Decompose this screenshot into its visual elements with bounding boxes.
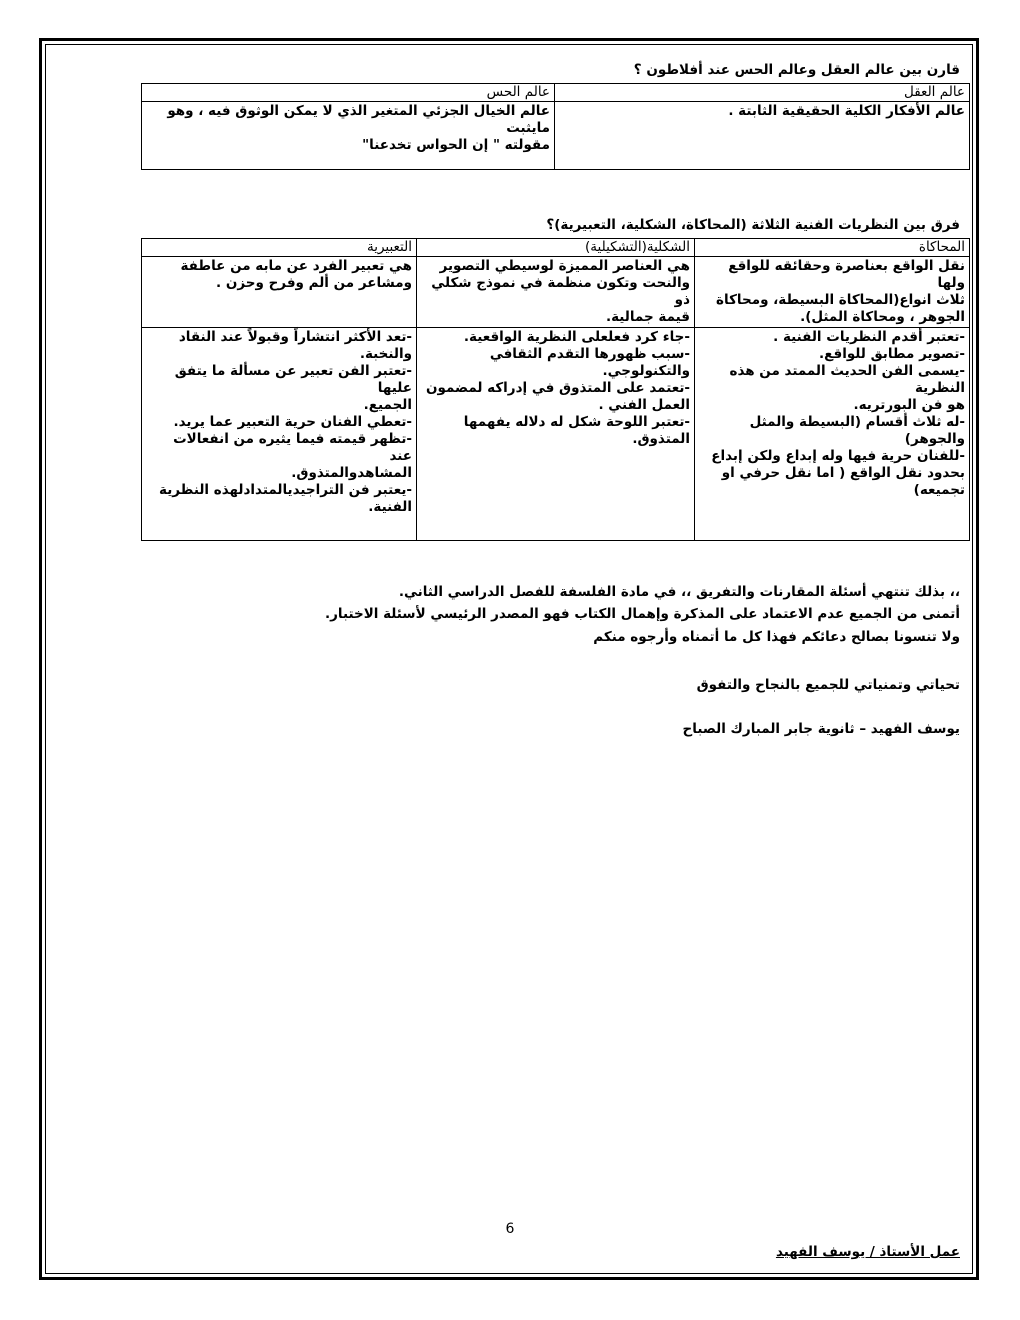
cell-expressionism-definition: هي تعبير الفرد عن مابه من عاطفة ومشاعر من ألم وفرح وحزن . — [142, 257, 417, 328]
question-2: فرق بين النظريات الفنية الثلاثة (المحاكاة، الشكلية، التعبيرية)؟ — [546, 217, 960, 233]
cell-imitation-characteristics: -تعتبر أقدم النظريات الفنية . -تصوير مطابق للواقع. -يسمى الفن الحديث الممتد من هذه النظرية هو فن البورتريه. -له ثلاث أقسام (البسيطة والمثل والجوهر) -للفنان حرية فيها وله إبداع ولكن إبداع بحدود نقل الواقع ( اما نقل حرفي او تجميعه) — [695, 328, 970, 541]
cell-world-of-sense: عالم الخيال الجزئي المتغير الذي لا يمكن الوثوق فيه ، وهو مايثبت مقولته " إن الحواس تخدعنا" — [142, 102, 555, 170]
table-reason-vs-sense — [141, 83, 970, 170]
header-formalism: الشكلية(التشكيلية) — [417, 239, 695, 257]
table-art-theories — [141, 238, 970, 541]
header-expressionism: التعبيرية — [142, 239, 417, 257]
cell-formalism-characteristics: -جاء كرد فعلعلى النظرية الواقعية. -سبب ظهورها التقدم الثقافي والتكنولوجي. -تعتمد على المتذوق في إدراكه لمضمون العمل الفني . -تعتبر اللوحة شكل له دلاله يفهمها المتذوق. — [417, 328, 695, 541]
question-1: قارن بين عالم العقل وعالم الحس عند أفلاطون ؟ — [633, 62, 960, 78]
cell-imitation-definition: نقل الواقع بعناصرة وحقائقه للواقع ولها ثلاث انواع(المحاكاة البسيطة، ومحاكاة الجوهر ، ومحاكاة المثل). — [695, 257, 970, 328]
cell-formalism-definition: هي العناصر المميزة لوسيطي التصوير والنحت وتكون منظمة في نموذج شكلي ذو قيمة جمالية. — [417, 257, 695, 328]
closing-line-2: أتمنى من الجميع عدم الاعتماد على المذكرة وإهمال الكتاب فهو المصدر الرئيسي لأسئلة الاختبار. — [324, 606, 960, 622]
closing-line-1: ،، بذلك تنتهي أسئلة المقارنات والتفريق ،، في مادة الفلسفة للفصل الدراسي الثاني. — [398, 584, 960, 600]
closing-line-3: ولا تنسونا بصالح دعائكم فهذا كل ما أتمناه وأرجوه منكم — [593, 629, 960, 645]
cell-world-of-reason: عالم الأفكار الكلية الحقيقية الثابتة . — [555, 102, 970, 170]
header-imitation: المحاكاة — [695, 239, 970, 257]
closing-line-4: تحياتي وتمنياتي للجميع بالنجاح والتفوق — [696, 677, 960, 693]
closing-signature: يوسف الفهيد – ثانوية جابر المبارك الصباح — [682, 721, 960, 737]
header-world-of-sense: عالم الحس — [142, 84, 555, 102]
footer-author: عمل الأستاذ / يوسف الفهيد — [775, 1244, 960, 1260]
header-world-of-reason: عالم العقل — [555, 84, 970, 102]
cell-expressionism-characteristics: -تعد الأكثر انتشاراً وقبولاً عند النقاد والنخبة. -تعتبر الفن تعبير عن مسألة ما يتفق عليها الجميع. -تعطي الفنان حرية التعبير عما يريد. -تظهر قيمته فيما يثيره من انفعالات عند المشاهدوالمتذوق. -يعتبر فن التراجيديالمتدادلهذه النظرية الفنية. — [142, 328, 417, 541]
page-number: 6 — [505, 1221, 515, 1237]
